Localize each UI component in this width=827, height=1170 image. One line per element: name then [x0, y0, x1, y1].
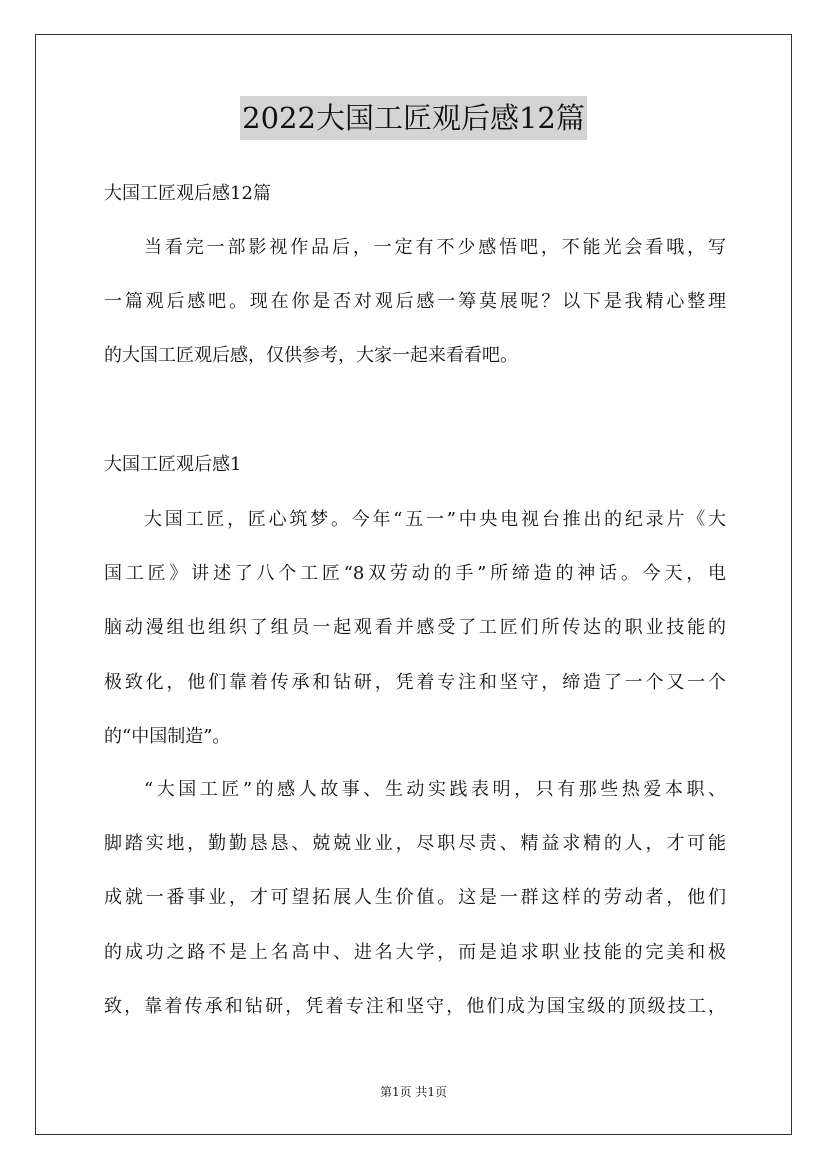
paragraph-line: 大国工匠，匠心筑梦。今年“五一”中央电视台推出的纪录片《大 — [144, 509, 726, 530]
paragraph-line: 脚踏实地，勤勤恳恳、兢兢业业，尽职尽责、精益求精的人，才可能 — [104, 833, 726, 854]
paragraph-line: 的成功之路不是上名高中、进名大学，而是追求职业技能的完美和极 — [104, 942, 726, 963]
paragraph-line: 致，靠着传承和钻研，凭着专注和坚守，他们成为国宝级的顶级技工， — [104, 996, 726, 1017]
intro-line: 一篇观后感吧。现在你是否对观后感一筹莫展呢？以下是我精心整理 — [104, 291, 726, 312]
section-heading: 大国工匠观后感1 — [104, 454, 242, 475]
paragraph-line: 的“中国制造”。 — [104, 726, 231, 747]
paragraph-line: “大国工匠”的感人故事、生动实践表明，只有那些热爱本职、 — [144, 779, 726, 800]
document-title: 2022大国工匠观后感12篇 — [240, 96, 587, 140]
title-container — [0, 96, 827, 140]
paragraph-line: 脑动漫组也组织了组员一起观看并感受了工匠们所传达的职业技能的 — [104, 617, 726, 638]
intro-line: 的大国工匠观后感，仅供参考，大家一起来看看吧。 — [104, 345, 518, 366]
paragraph-line: 国工匠》讲述了八个工匠“8双劳动的手”所缔造的神话。今天，电 — [104, 563, 726, 584]
paragraph-line: 极致化，他们靠着传承和钻研，凭着专注和坚守，缔造了一个又一个 — [104, 672, 726, 693]
subtitle: 大国工匠观后感12篇 — [104, 183, 271, 204]
paragraph-line: 成就一番事业，才可望拓展人生价值。这是一群这样的劳动者，他们 — [104, 887, 726, 908]
intro-line: 当看完一部影视作品后，一定有不少感悟吧，不能光会看哦，写 — [144, 237, 726, 258]
page-footer: 第1页 共1页 — [379, 1085, 448, 1099]
